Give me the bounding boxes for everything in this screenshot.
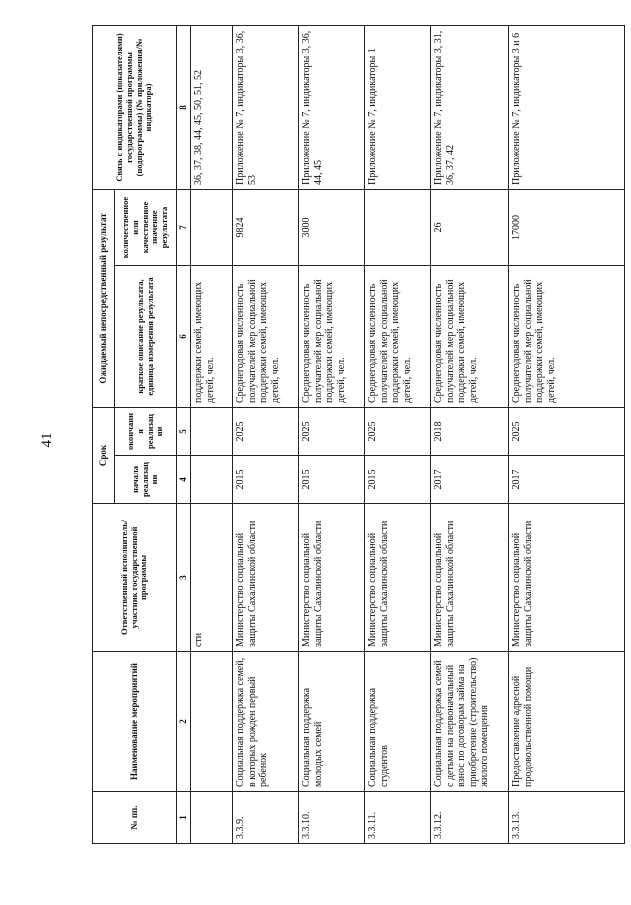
header-term-start: начала реализации [115,456,177,504]
row-num: 3.3.12. [431,792,509,844]
header-result-value: количественное или качественное значение результата [115,189,177,265]
row-name: Социальная поддержка семей, в которых рожден первый ребенок [233,652,299,792]
row-desc: Среднегодовая численность получателей мер социальной поддержки семей, имеющих детей, чел. [299,265,365,407]
row-num: 3.3.13. [509,792,625,844]
row-name: Социальная поддержка семей с детьми на первоначальный взнос по договорам займа на приобретение (строительство) жилого помещения [431,652,509,792]
row-responsible: Министерство социальной защиты Сахалинской области [233,504,299,652]
column-number: 1 [177,792,191,844]
row-value: 26 [431,189,509,265]
header-num: № пп. [93,792,177,844]
header-responsible: Ответственный исполнитель/участник государственной программы [93,504,177,652]
row-start [191,456,233,504]
column-number-row [177,25,191,843]
row-link: Приложение № 7, индикаторы 3, 36, 44, 45 [299,25,365,189]
row-desc: Среднегодовая численность получателей мер социальной поддержки семей, имеющих детей, чел. [431,265,509,407]
column-number: 6 [177,265,191,407]
row-responsible: Министерство социальной защиты Сахалинской области [509,504,625,652]
row-end: 2025 [509,407,625,455]
row-start: 2017 [431,456,509,504]
row-value: 17000 [509,189,625,265]
row-responsible: сти [191,504,233,652]
row-responsible: Министерство социальной защиты Сахалинской области [431,504,509,652]
header-name: Наименование мероприятий [93,652,177,792]
page-number: 41 [39,432,55,448]
table-row [431,25,509,843]
row-end: 2025 [299,407,365,455]
row-num: 3.3.9. [233,792,299,844]
activities-table [92,25,625,844]
row-start: 2015 [299,456,365,504]
table-row [509,25,625,843]
column-number: 5 [177,407,191,455]
column-number: 2 [177,652,191,792]
row-start: 2015 [365,456,431,504]
row-value [365,189,431,265]
row-num: 3.3.11. [365,792,431,844]
header-result: Ожидаемый непосредственный результат [93,189,115,407]
table-wrapper [92,26,625,844]
row-end: 2025 [233,407,299,455]
row-responsible: Министерство социальной защиты Сахалинской области [365,504,431,652]
table-row [191,25,233,843]
row-name: Предоставление адресной продовольственной помощи [509,652,625,792]
header-link: Связь с индикаторами (показателями) государственной программы (подпрограммы) (№ приложения/№ индикатора) [93,25,177,189]
row-num [191,792,233,844]
row-desc: Среднегодовая численность получателей мер социальной поддержки семей, имеющих детей, чел. [509,265,625,407]
row-end [191,407,233,455]
row-name: Социальная поддержка студентов [365,652,431,792]
rotated-sheet [92,26,625,844]
row-responsible: Министерство социальной защиты Сахалинской области [299,504,365,652]
row-link: Приложение № 7, индикаторы 3 и 6 [509,25,625,189]
column-number: 7 [177,189,191,265]
row-desc: Среднегодовая численность получателей мер социальной поддержки семей, имеющих детей, чел. [233,265,299,407]
row-desc: поддержки семей, имеющих детей, чел. [191,265,233,407]
row-start: 2017 [509,456,625,504]
header-term-end: окончания реализации [115,407,177,455]
column-number: 8 [177,25,191,189]
row-end: 2025 [365,407,431,455]
row-link: Приложение № 7, индикаторы 3, 31, 36, 37, 42 [431,25,509,189]
header-term: Срок [93,407,115,503]
row-link: Приложение № 7, индикаторы 1 [365,25,431,189]
row-start: 2015 [233,456,299,504]
header-result-desc: краткое описание результата, единица измерения результата [115,265,177,407]
row-value [191,189,233,265]
table-row [365,25,431,843]
row-link: Приложение № 7, индикаторы 3, 36, 53 [233,25,299,189]
row-value: 3000 [299,189,365,265]
row-name [191,652,233,792]
table-row [233,25,299,843]
column-number: 3 [177,504,191,652]
table-row [299,25,365,843]
row-desc: Среднегодовая численность получателей мер социальной поддержки семей, имеющих детей, чел. [365,265,431,407]
row-num: 3.3.10. [299,792,365,844]
row-link: 36, 37, 38, 44, 45, 50, 51, 52 [191,25,233,189]
column-number: 4 [177,456,191,504]
row-value: 9824 [233,189,299,265]
row-name: Социальная поддержка молодых семей [299,652,365,792]
row-end: 2018 [431,407,509,455]
